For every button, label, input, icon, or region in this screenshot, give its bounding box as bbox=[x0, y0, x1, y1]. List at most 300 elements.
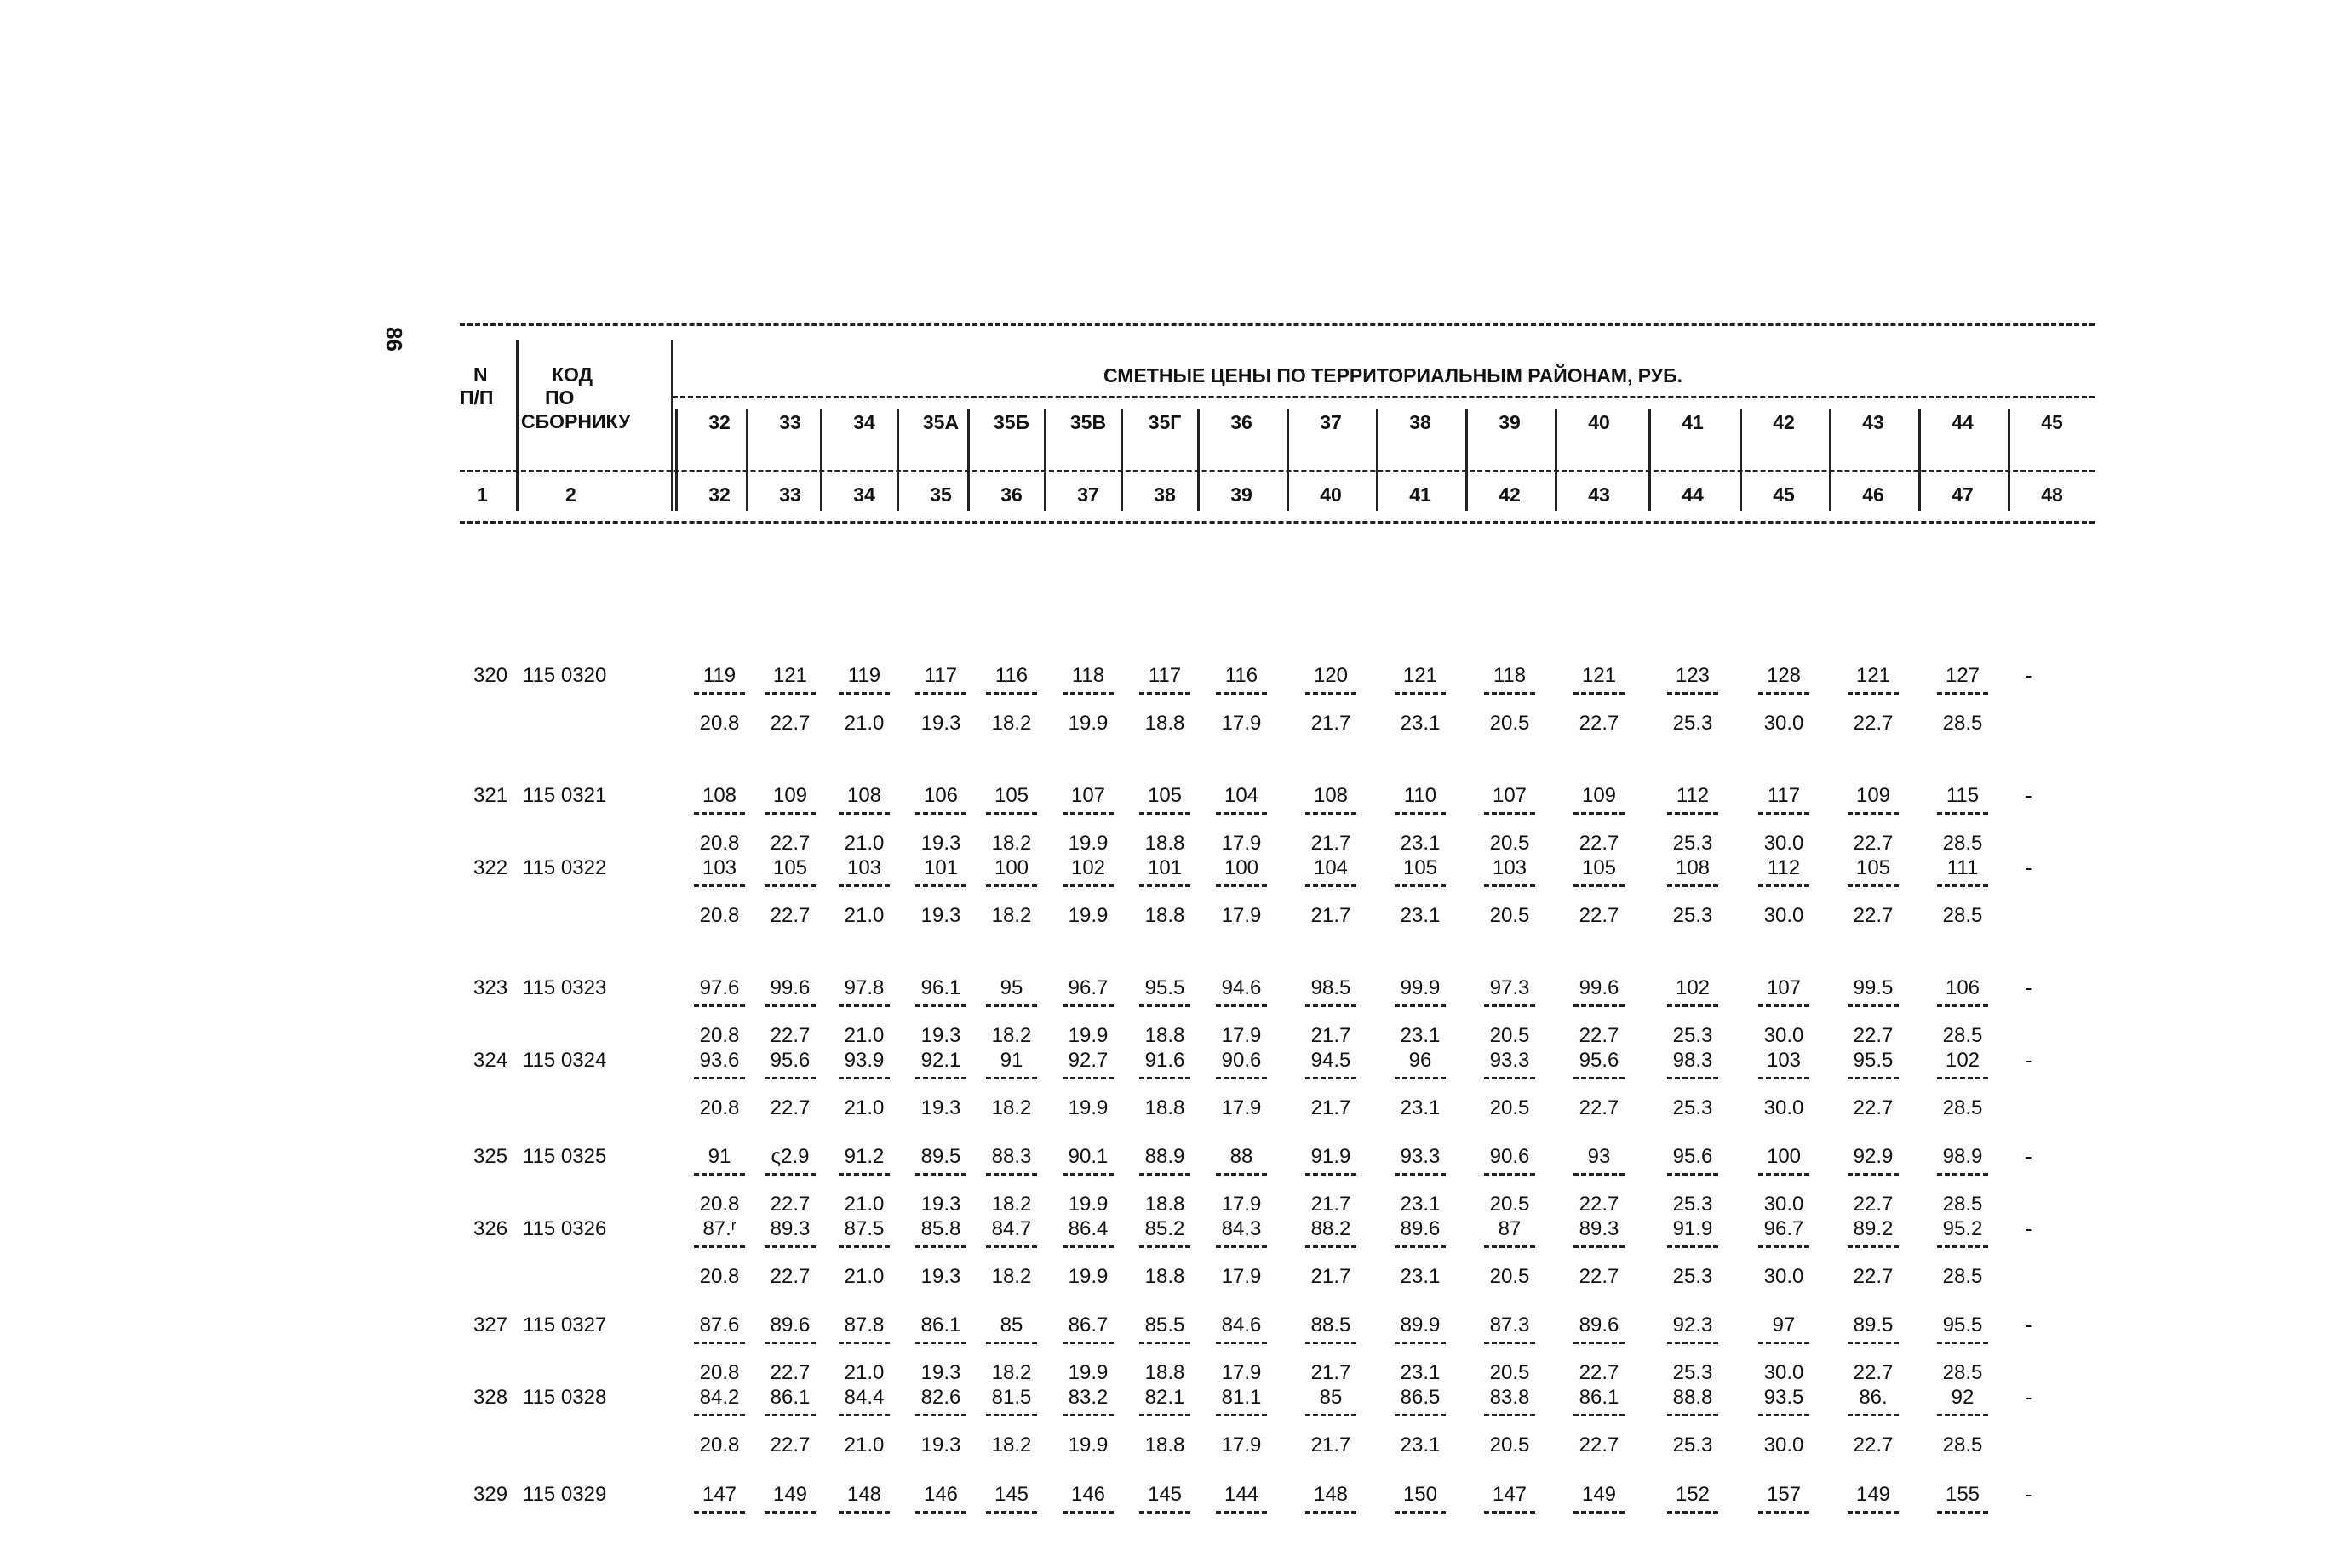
price-denominator: 28.5 bbox=[1942, 1193, 1983, 1216]
fraction-bar bbox=[1216, 812, 1267, 815]
fraction-bar bbox=[1395, 1173, 1446, 1176]
column-number: 37 bbox=[1077, 484, 1099, 506]
price-numerator: 90.6 bbox=[1221, 1049, 1262, 1072]
price-denominator: 25.3 bbox=[1672, 904, 1713, 927]
price-denominator: 20.8 bbox=[699, 904, 740, 927]
price-numerator: 84.6 bbox=[1221, 1313, 1262, 1336]
fraction-bar bbox=[986, 1004, 1037, 1007]
fraction-bar bbox=[765, 692, 816, 695]
price-numerator: 85 bbox=[1000, 1313, 1023, 1336]
fraction-bar bbox=[765, 1173, 816, 1176]
fraction-bar bbox=[839, 884, 890, 887]
price-numerator: 157 bbox=[1766, 1483, 1802, 1506]
price-denominator: 22.7 bbox=[1579, 712, 1619, 735]
price-denominator: 19.3 bbox=[920, 1434, 961, 1456]
region-header-36: 36 bbox=[1230, 411, 1252, 433]
row-label bbox=[473, 856, 606, 880]
price-numerator: 119 bbox=[847, 664, 881, 687]
fraction-bar bbox=[1216, 1342, 1267, 1344]
price-numerator: 111 bbox=[1946, 856, 1979, 879]
fraction-bar bbox=[1573, 1414, 1625, 1416]
price-numerator: 106 bbox=[923, 784, 959, 807]
price-denominator: 28.5 bbox=[1942, 712, 1983, 735]
fraction-bar bbox=[1305, 692, 1356, 695]
price-denominator: 17.9 bbox=[1221, 712, 1262, 735]
price-numerator: 85.5 bbox=[1144, 1313, 1185, 1336]
fraction-bar bbox=[1395, 884, 1446, 887]
fraction-bar bbox=[694, 1173, 745, 1176]
price-denominator: 23.1 bbox=[1400, 1265, 1441, 1288]
fraction-bar bbox=[1937, 692, 1988, 695]
fraction-bar bbox=[1216, 884, 1267, 887]
price-denominator: 22.7 bbox=[770, 1265, 811, 1288]
fraction-bar bbox=[1395, 1511, 1446, 1514]
row-label bbox=[473, 976, 606, 1000]
fraction-bar bbox=[1573, 1077, 1625, 1079]
region-col-separator bbox=[1287, 409, 1289, 511]
price-denominator: 19.3 bbox=[920, 904, 961, 927]
price-denominator: 25.3 bbox=[1672, 1024, 1713, 1047]
fraction-bar bbox=[1305, 1077, 1356, 1079]
price-numerator: 105 bbox=[1147, 784, 1183, 807]
fraction-bar bbox=[1484, 1511, 1535, 1514]
fraction-bar bbox=[694, 1511, 745, 1514]
price-denominator: 17.9 bbox=[1221, 1024, 1262, 1047]
fraction-bar bbox=[1484, 1004, 1535, 1007]
price-denominator: 19.9 bbox=[1068, 1265, 1109, 1288]
price-numerator: 109 bbox=[1855, 784, 1891, 807]
fraction-bar bbox=[986, 1077, 1037, 1079]
price-numerator: 98.9 bbox=[1942, 1145, 1983, 1168]
region-header-38: 38 bbox=[1409, 411, 1431, 433]
row-number: 324 bbox=[473, 1049, 508, 1072]
fraction-bar bbox=[1573, 1245, 1625, 1248]
column-number: 47 bbox=[1952, 484, 1974, 506]
price-numerator: 148 bbox=[1313, 1483, 1349, 1506]
price-numerator: 89.6 bbox=[770, 1313, 811, 1336]
region-header-43: 43 bbox=[1862, 411, 1884, 433]
price-denominator: 28.5 bbox=[1942, 1265, 1983, 1288]
fraction-bar bbox=[1305, 1414, 1356, 1416]
column-number: 42 bbox=[1499, 484, 1521, 506]
column-45-dash: - bbox=[2025, 855, 2032, 880]
price-numerator: 92 bbox=[1951, 1386, 1975, 1409]
price-numerator: 116 bbox=[1224, 664, 1258, 687]
column-number: 43 bbox=[1588, 484, 1610, 506]
row-number: 327 bbox=[473, 1313, 508, 1336]
row-code: 115 0321 bbox=[523, 784, 607, 807]
column-number: 48 bbox=[2041, 484, 2063, 506]
column-number: 44 bbox=[1682, 484, 1704, 506]
row-number: 325 bbox=[473, 1145, 508, 1168]
price-denominator: 20.5 bbox=[1489, 1265, 1530, 1288]
price-numerator: 89.3 bbox=[770, 1217, 811, 1240]
fraction-bar bbox=[1758, 812, 1809, 815]
fraction-bar bbox=[839, 1414, 890, 1416]
price-denominator: 19.9 bbox=[1068, 904, 1109, 927]
price-numerator: 91.9 bbox=[1672, 1217, 1713, 1240]
price-denominator: 22.7 bbox=[1853, 1193, 1894, 1216]
price-numerator: 121 bbox=[1581, 664, 1617, 687]
header-code-3: СБОРНИКУ bbox=[521, 410, 631, 432]
fraction-bar bbox=[765, 1511, 816, 1514]
fraction-bar bbox=[1758, 1511, 1809, 1514]
fraction-bar bbox=[1573, 1511, 1625, 1514]
price-numerator: 88.8 bbox=[1672, 1386, 1713, 1409]
fraction-bar bbox=[915, 1342, 966, 1344]
price-denominator: 23.1 bbox=[1400, 832, 1441, 855]
fraction-bar bbox=[694, 884, 745, 887]
column-45-dash: - bbox=[2025, 1481, 2032, 1507]
price-denominator: 28.5 bbox=[1942, 1024, 1983, 1047]
fraction-bar bbox=[986, 692, 1037, 695]
column-45-dash: - bbox=[2025, 975, 2032, 1000]
price-numerator: 83.2 bbox=[1068, 1386, 1109, 1409]
fraction-bar bbox=[1139, 1511, 1190, 1514]
fraction-bar bbox=[839, 692, 890, 695]
row-code: 115 0328 bbox=[523, 1386, 607, 1409]
price-numerator: 88.5 bbox=[1310, 1313, 1351, 1336]
price-denominator: 21.0 bbox=[844, 904, 885, 927]
price-numerator: 120 bbox=[1313, 664, 1349, 687]
region-col-separator bbox=[1555, 409, 1557, 511]
row-number: 320 bbox=[473, 664, 508, 687]
price-numerator: 91.9 bbox=[1310, 1145, 1351, 1168]
fraction-bar bbox=[1395, 812, 1446, 815]
price-numerator: 155 bbox=[1945, 1483, 1980, 1506]
fraction-bar bbox=[1667, 1077, 1718, 1079]
price-denominator: 28.5 bbox=[1942, 1096, 1983, 1119]
fraction-bar bbox=[986, 812, 1037, 815]
region-header-42: 42 bbox=[1773, 411, 1795, 433]
price-numerator: 96.1 bbox=[920, 976, 961, 999]
row-code: 115 0326 bbox=[523, 1217, 607, 1240]
row-label bbox=[473, 1313, 606, 1337]
region-header-37: 37 bbox=[1320, 411, 1342, 433]
fraction-bar bbox=[694, 692, 745, 695]
price-numerator: 150 bbox=[1402, 1483, 1438, 1506]
price-numerator: 112 bbox=[1676, 784, 1710, 807]
price-numerator: 95.5 bbox=[1144, 976, 1185, 999]
price-denominator: 21.0 bbox=[844, 1024, 885, 1047]
fraction-bar bbox=[1758, 1245, 1809, 1248]
fraction-bar bbox=[1667, 1511, 1718, 1514]
price-denominator: 22.7 bbox=[1853, 712, 1894, 735]
fraction-bar bbox=[1937, 1173, 1988, 1176]
fraction-bar bbox=[1305, 1511, 1356, 1514]
price-numerator: 102 bbox=[1675, 976, 1711, 999]
fraction-bar bbox=[1139, 1077, 1190, 1079]
price-numerator: 104 bbox=[1224, 784, 1259, 807]
price-numerator: 117 bbox=[924, 664, 958, 687]
price-denominator: 21.7 bbox=[1310, 1096, 1351, 1119]
fraction-bar bbox=[839, 812, 890, 815]
price-numerator: 148 bbox=[846, 1483, 882, 1506]
price-denominator: 23.1 bbox=[1400, 712, 1441, 735]
fraction-bar bbox=[1139, 1245, 1190, 1248]
price-numerator: 81.1 bbox=[1221, 1386, 1262, 1409]
price-numerator: 90.6 bbox=[1489, 1145, 1530, 1168]
price-numerator: 100 bbox=[994, 856, 1029, 879]
price-numerator: 89.6 bbox=[1400, 1217, 1441, 1240]
region-header-35А: 35А bbox=[922, 411, 960, 433]
price-denominator: 21.0 bbox=[844, 1193, 885, 1216]
price-denominator: 21.7 bbox=[1310, 1193, 1351, 1216]
price-denominator: 30.0 bbox=[1763, 1024, 1804, 1047]
price-numerator: 145 bbox=[1147, 1483, 1183, 1506]
column-45-dash: - bbox=[2025, 1312, 2032, 1337]
header-np-2: П/П bbox=[460, 386, 494, 409]
price-denominator: 22.7 bbox=[1579, 1361, 1619, 1384]
region-col-separator bbox=[1465, 409, 1468, 511]
price-numerator: 100 bbox=[1224, 856, 1259, 879]
price-denominator: 19.3 bbox=[920, 1096, 961, 1119]
fraction-bar bbox=[1667, 692, 1718, 695]
price-denominator: 30.0 bbox=[1763, 712, 1804, 735]
fraction-bar bbox=[1395, 1414, 1446, 1416]
price-numerator: 92.3 bbox=[1672, 1313, 1713, 1336]
price-numerator: 89.9 bbox=[1400, 1313, 1441, 1336]
price-numerator: 99.9 bbox=[1400, 976, 1441, 999]
price-denominator: 19.9 bbox=[1068, 832, 1109, 855]
fraction-bar bbox=[986, 1511, 1037, 1514]
price-numerator: 95 bbox=[1000, 976, 1023, 999]
price-denominator: 21.7 bbox=[1310, 1024, 1351, 1047]
price-numerator: 96.7 bbox=[1763, 1217, 1804, 1240]
price-denominator: 22.7 bbox=[1853, 1361, 1894, 1384]
column-number: 35 bbox=[930, 484, 952, 506]
price-numerator: 149 bbox=[772, 1483, 808, 1506]
price-numerator: 105 bbox=[1402, 856, 1438, 879]
price-numerator: 86. bbox=[1859, 1386, 1888, 1409]
fraction-bar bbox=[1484, 1342, 1535, 1344]
price-denominator: 17.9 bbox=[1221, 1193, 1262, 1216]
column-45-dash: - bbox=[2025, 1047, 2032, 1073]
price-denominator: 19.9 bbox=[1068, 1361, 1109, 1384]
price-denominator: 19.3 bbox=[920, 712, 961, 735]
price-numerator: 89.5 bbox=[920, 1145, 961, 1168]
price-numerator: 108 bbox=[1675, 856, 1711, 879]
price-denominator: 18.8 bbox=[1144, 1361, 1185, 1384]
price-denominator: 22.7 bbox=[770, 832, 811, 855]
price-denominator: 28.5 bbox=[1942, 1361, 1983, 1384]
row-label bbox=[473, 1483, 606, 1507]
fraction-bar bbox=[765, 1342, 816, 1344]
price-denominator: 30.0 bbox=[1763, 1193, 1804, 1216]
price-denominator: 22.7 bbox=[1579, 1096, 1619, 1119]
fraction-bar bbox=[694, 1414, 745, 1416]
price-denominator: 25.3 bbox=[1672, 1434, 1713, 1456]
price-numerator: 146 bbox=[923, 1483, 959, 1506]
price-denominator: 19.3 bbox=[920, 832, 961, 855]
price-numerator: 87 bbox=[1498, 1217, 1522, 1240]
price-denominator: 18.2 bbox=[991, 832, 1032, 855]
fraction-bar bbox=[1484, 1173, 1535, 1176]
fraction-bar bbox=[1484, 884, 1535, 887]
price-numerator: 89.5 bbox=[1853, 1313, 1894, 1336]
price-numerator: 81.5 bbox=[991, 1386, 1032, 1409]
price-numerator: 86.1 bbox=[920, 1313, 961, 1336]
page-number: 86 bbox=[381, 327, 407, 352]
fraction-bar bbox=[1848, 1245, 1899, 1248]
fraction-bar bbox=[1937, 1245, 1988, 1248]
fraction-bar bbox=[765, 1245, 816, 1248]
header-top-rule bbox=[460, 323, 2095, 326]
price-numerator: 144 bbox=[1224, 1483, 1259, 1506]
price-denominator: 22.7 bbox=[770, 1434, 811, 1456]
price-numerator: 92.9 bbox=[1853, 1145, 1894, 1168]
price-numerator: 91.2 bbox=[844, 1145, 885, 1168]
price-denominator: 20.5 bbox=[1489, 1096, 1530, 1119]
price-numerator: 97.8 bbox=[844, 976, 885, 999]
header-bottom-rule bbox=[460, 521, 2095, 524]
price-numerator: 88.3 bbox=[991, 1145, 1032, 1168]
price-denominator: 30.0 bbox=[1763, 1434, 1804, 1456]
region-header-33: 33 bbox=[779, 411, 801, 433]
fraction-bar bbox=[1305, 1004, 1356, 1007]
fraction-bar bbox=[1216, 1245, 1267, 1248]
fraction-bar bbox=[1139, 692, 1190, 695]
header-code-1: КОД bbox=[552, 363, 593, 386]
price-numerator: 84.2 bbox=[699, 1386, 740, 1409]
price-numerator: 103 bbox=[1492, 856, 1527, 879]
price-denominator: 21.0 bbox=[844, 1096, 885, 1119]
row-label bbox=[473, 1217, 606, 1241]
price-numerator: 103 bbox=[846, 856, 882, 879]
fraction-bar bbox=[1937, 1342, 1988, 1344]
column-45-dash: - bbox=[2025, 662, 2032, 688]
price-numerator: 105 bbox=[994, 784, 1029, 807]
fraction-bar bbox=[1848, 812, 1899, 815]
fraction-bar bbox=[765, 1077, 816, 1079]
price-numerator: 95.5 bbox=[1942, 1313, 1983, 1336]
price-denominator: 18.2 bbox=[991, 1361, 1032, 1384]
fraction-bar bbox=[1848, 884, 1899, 887]
price-denominator: 20.8 bbox=[699, 1096, 740, 1119]
price-denominator: 22.7 bbox=[1853, 832, 1894, 855]
price-numerator: 101 bbox=[923, 856, 959, 879]
price-numerator: 95.5 bbox=[1853, 1049, 1894, 1072]
price-denominator: 20.5 bbox=[1489, 1434, 1530, 1456]
header-sep-np bbox=[516, 340, 519, 511]
fraction-bar bbox=[1667, 1004, 1718, 1007]
fraction-bar bbox=[1139, 884, 1190, 887]
price-numerator: 93.9 bbox=[844, 1049, 885, 1072]
price-denominator: 18.8 bbox=[1144, 1434, 1185, 1456]
row-number: 321 bbox=[473, 784, 508, 807]
fraction-bar bbox=[1758, 1414, 1809, 1416]
price-denominator: 30.0 bbox=[1763, 904, 1804, 927]
fraction-bar bbox=[694, 1077, 745, 1079]
price-numerator: 84.3 bbox=[1221, 1217, 1262, 1240]
fraction-bar bbox=[986, 1245, 1037, 1248]
price-denominator: 22.7 bbox=[1853, 1434, 1894, 1456]
price-denominator: 22.7 bbox=[1853, 904, 1894, 927]
price-numerator: 84.7 bbox=[991, 1217, 1032, 1240]
price-numerator: 82.1 bbox=[1144, 1386, 1185, 1409]
fraction-bar bbox=[694, 1245, 745, 1248]
fraction-bar bbox=[1395, 1077, 1446, 1079]
fraction-bar bbox=[1063, 1414, 1114, 1416]
price-denominator: 19.3 bbox=[920, 1024, 961, 1047]
header-title: СМЕТНЫЕ ЦЕНЫ ПО ТЕРРИТОРИАЛЬНЫМ РАЙОНАМ, РУБ. bbox=[1103, 364, 1683, 386]
price-numerator: 112 bbox=[1767, 856, 1801, 879]
price-numerator: 91.6 bbox=[1144, 1049, 1185, 1072]
region-header-35Б: 35Б bbox=[993, 411, 1030, 433]
fraction-bar bbox=[1063, 692, 1114, 695]
price-numerator: 107 bbox=[1492, 784, 1527, 807]
fraction-bar bbox=[1216, 1414, 1267, 1416]
price-denominator: 18.2 bbox=[991, 712, 1032, 735]
column-45-dash: - bbox=[2025, 1216, 2032, 1241]
fraction-bar bbox=[1667, 884, 1718, 887]
price-numerator: 105 bbox=[1581, 856, 1617, 879]
price-denominator: 19.9 bbox=[1068, 1193, 1109, 1216]
fraction-bar bbox=[1139, 1004, 1190, 1007]
fraction-bar bbox=[915, 1173, 966, 1176]
price-denominator: 25.3 bbox=[1672, 1096, 1713, 1119]
price-denominator: 17.9 bbox=[1221, 904, 1262, 927]
price-denominator: 18.8 bbox=[1144, 1096, 1185, 1119]
price-denominator: 20.8 bbox=[699, 1361, 740, 1384]
price-denominator: 19.3 bbox=[920, 1193, 961, 1216]
fraction-bar bbox=[1848, 1004, 1899, 1007]
price-denominator: 17.9 bbox=[1221, 1265, 1262, 1288]
row-number: 329 bbox=[473, 1483, 508, 1506]
region-col-separator bbox=[1829, 409, 1831, 511]
fraction-bar bbox=[1139, 1173, 1190, 1176]
fraction-bar bbox=[1758, 1004, 1809, 1007]
price-numerator: 93.3 bbox=[1489, 1049, 1530, 1072]
price-denominator: 20.8 bbox=[699, 1265, 740, 1288]
price-numerator: 92.1 bbox=[920, 1049, 961, 1072]
region-col-separator bbox=[1918, 409, 1921, 511]
price-numerator: 123 bbox=[1675, 664, 1711, 687]
price-numerator: 99.6 bbox=[1579, 976, 1619, 999]
price-denominator: 22.7 bbox=[770, 1024, 811, 1047]
fraction-bar bbox=[1484, 1245, 1535, 1248]
price-denominator: 22.7 bbox=[770, 1361, 811, 1384]
fraction-bar bbox=[839, 1004, 890, 1007]
fraction-bar bbox=[1305, 1173, 1356, 1176]
fraction-bar bbox=[1139, 1342, 1190, 1344]
fraction-bar bbox=[1484, 812, 1535, 815]
price-denominator: 21.7 bbox=[1310, 712, 1351, 735]
price-denominator: 20.8 bbox=[699, 1024, 740, 1047]
row-code: 115 0320 bbox=[523, 664, 607, 687]
fraction-bar bbox=[1395, 1342, 1446, 1344]
price-numerator: 91 bbox=[1000, 1049, 1023, 1072]
fraction-bar bbox=[1305, 884, 1356, 887]
fraction-bar bbox=[1848, 1077, 1899, 1079]
column-number: 45 bbox=[1773, 484, 1795, 506]
price-denominator: 18.8 bbox=[1144, 832, 1185, 855]
price-denominator: 17.9 bbox=[1221, 1361, 1262, 1384]
price-denominator: 25.3 bbox=[1672, 1361, 1713, 1384]
price-denominator: 20.8 bbox=[699, 712, 740, 735]
region-header-35В: 35В bbox=[1069, 411, 1107, 433]
fraction-bar bbox=[765, 1414, 816, 1416]
price-numerator: 82.6 bbox=[920, 1386, 961, 1409]
fraction-bar bbox=[1305, 1342, 1356, 1344]
price-numerator: 105 bbox=[772, 856, 808, 879]
price-numerator: 88.9 bbox=[1144, 1145, 1185, 1168]
fraction-bar bbox=[694, 1342, 745, 1344]
price-numerator: 86.7 bbox=[1068, 1313, 1109, 1336]
fraction-bar bbox=[1305, 1245, 1356, 1248]
price-denominator: 18.8 bbox=[1144, 1265, 1185, 1288]
price-denominator: 30.0 bbox=[1763, 1265, 1804, 1288]
